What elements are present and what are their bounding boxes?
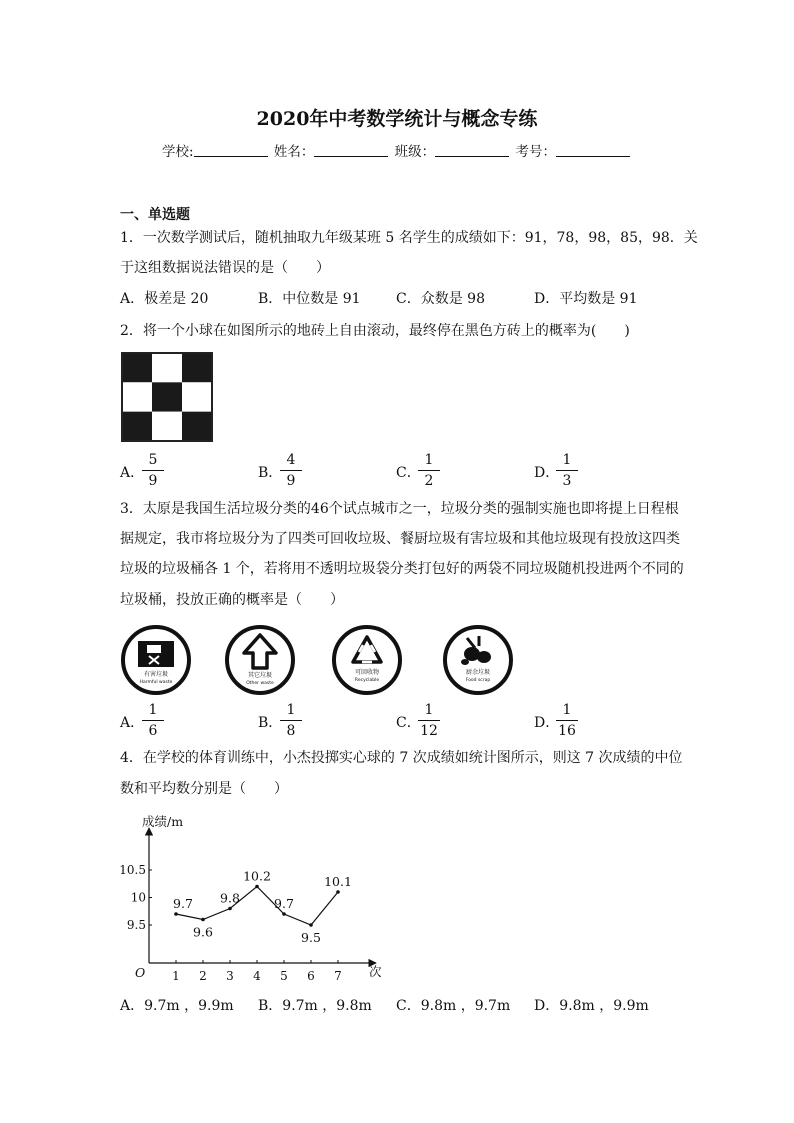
name-label: 姓名： xyxy=(273,144,315,160)
hazardous-cn-label: 有害垃圾 xyxy=(143,671,169,678)
q4-text-line2: 数和平均数分别是（ ） xyxy=(120,781,288,797)
denominator: 6 xyxy=(148,723,158,739)
q1-option-b[interactable]: B．中位数是 91 xyxy=(258,291,361,307)
y-tick-label: 10 xyxy=(130,890,146,905)
data-point xyxy=(174,912,178,916)
data-label: 9.6 xyxy=(193,924,213,940)
denominator: 16 xyxy=(558,723,576,739)
white-tile xyxy=(152,353,182,382)
q3-option-d-label[interactable]: D． xyxy=(534,715,560,731)
x-tick-label: 1 xyxy=(172,969,180,983)
line-chart xyxy=(118,808,398,988)
q3-text-line4: 垃圾桶，投放正确的概率是（ ） xyxy=(120,592,344,608)
q3-text-line3: 垃圾的垃圾桶各 1 个，若将用不透明垃圾袋分类打包好的两袋不同垃圾随机投进两个不同的 xyxy=(120,561,684,577)
white-tile xyxy=(152,412,182,441)
black-tile xyxy=(182,353,212,382)
numerator: 1 xyxy=(280,702,302,721)
q4-option-d[interactable]: D．9.8m ，9.9m xyxy=(534,998,649,1014)
data-point xyxy=(228,907,232,911)
q3-option-a-fraction[interactable] xyxy=(142,702,164,740)
q3-option-c-fraction[interactable] xyxy=(418,702,440,740)
q1-text-line1: 1．一次数学测试后，随机抽取九年级某班 5 名学生的成绩如下：91，78，98，85，98．关 xyxy=(120,230,698,246)
numerator: 1 xyxy=(142,702,164,721)
data-point xyxy=(309,923,313,927)
black-tile xyxy=(152,382,182,411)
denominator: 9 xyxy=(286,473,296,489)
q3-option-b-label[interactable]: B． xyxy=(258,715,283,731)
page-title: 2020年中考数学统计与概念专练 xyxy=(256,108,538,130)
q3-option-b-fraction[interactable] xyxy=(280,702,302,740)
exam-no-label: 考号： xyxy=(515,144,556,160)
q2-text-line1: 2．将一个小球在如图所示的地砖上自由滚动，最终停在黑色方砖上的概率为( ) xyxy=(120,323,630,339)
q2-option-a-label[interactable]: A． xyxy=(120,465,145,481)
q1-option-d[interactable]: D．平均数是 91 xyxy=(534,291,638,307)
numerator: 5 xyxy=(142,452,164,471)
chart-marks xyxy=(119,863,352,983)
class-field[interactable] xyxy=(435,143,509,157)
numerator: 1 xyxy=(556,452,578,471)
q3-option-a-label[interactable]: A． xyxy=(120,715,145,731)
black-tile xyxy=(182,412,212,441)
q1-option-a[interactable]: A．极差是 20 xyxy=(120,291,209,307)
school-field[interactable] xyxy=(194,143,268,157)
denominator: 8 xyxy=(286,723,296,739)
q1-option-c[interactable]: C．众数是 98 xyxy=(396,291,485,307)
black-tile xyxy=(122,353,152,382)
x-tick-label: 7 xyxy=(334,969,342,983)
recyclable-en-label: Recyclable xyxy=(354,678,380,683)
x-tick-label: 2 xyxy=(199,969,207,983)
recyclable-icon xyxy=(329,624,405,696)
data-label: 9.7 xyxy=(173,896,193,911)
data-label: 9.5 xyxy=(301,930,321,945)
x-tick-label: 4 xyxy=(253,969,261,983)
numerator: 4 xyxy=(280,452,302,471)
q4-option-a[interactable]: A．9.7m ，9.9m xyxy=(120,998,234,1014)
q2-option-c-label[interactable]: C． xyxy=(396,465,421,481)
recyclable-cn-label: 可回收物 xyxy=(354,669,380,676)
tile-grid xyxy=(122,353,212,441)
q3-options xyxy=(120,700,680,744)
data-label: 10.2 xyxy=(243,868,271,884)
food-en-label: Food scrap xyxy=(465,678,491,683)
x-axis-label: 次 xyxy=(369,964,382,979)
q4-option-c[interactable]: C．9.8m ，9.7m xyxy=(396,998,511,1014)
denominator: 12 xyxy=(420,723,438,739)
school-label: 学校: xyxy=(162,144,194,160)
numerator: 1 xyxy=(418,702,440,721)
white-tile xyxy=(182,382,212,411)
hazardous-waste-icon xyxy=(118,624,194,696)
tile-grid-figure xyxy=(121,352,213,442)
q3-option-c-label[interactable]: C． xyxy=(396,715,421,731)
q2-options xyxy=(120,450,680,494)
denominator: 2 xyxy=(424,473,434,489)
exam-no-field[interactable] xyxy=(556,143,630,157)
data-point xyxy=(255,885,259,889)
other-en-label: Other waste xyxy=(246,681,274,686)
data-label: 9.7 xyxy=(274,896,294,911)
food-cn-label: 厨余垃圾 xyxy=(465,669,491,676)
x-tick-label: 3 xyxy=(226,969,234,983)
data-point xyxy=(336,890,340,894)
food-waste-icon xyxy=(439,624,517,696)
black-tile xyxy=(122,412,152,441)
q3-option-d-fraction[interactable] xyxy=(556,702,578,740)
series-line xyxy=(176,887,338,926)
q2-option-b-fraction[interactable] xyxy=(280,452,302,490)
y-axis-label: 成绩/m xyxy=(142,814,184,829)
numerator: 1 xyxy=(556,702,578,721)
class-label: 班级： xyxy=(394,144,436,160)
name-field[interactable] xyxy=(314,143,388,157)
q3-text-line2: 据规定，我市将垃圾分为了四类可回收垃圾、餐厨垃圾有害垃圾和其他垃圾现有投放这四类 xyxy=(120,531,680,547)
student-info xyxy=(0,140,794,160)
q2-option-a-fraction[interactable] xyxy=(142,452,164,490)
hazardous-en-label: Harmful waste xyxy=(139,680,173,685)
q2-option-b-label[interactable]: B． xyxy=(258,465,283,481)
q4-text-line1: 4．在学校的体育训练中，小杰投掷实心球的 7 次成绩如统计图所示，则这 7 次成绩的中位 xyxy=(120,750,683,766)
x-tick-label: 6 xyxy=(307,969,315,983)
section-heading: 一、单选题 xyxy=(120,207,190,223)
other-waste-icon xyxy=(222,624,298,696)
data-label: 10.1 xyxy=(324,874,352,889)
data-point xyxy=(201,918,205,922)
y-tick-label: 10.5 xyxy=(119,863,146,877)
white-tile xyxy=(122,382,152,411)
q3-text-line1: 3．太原是我国生活垃圾分类的46个试点城市之一，垃圾分类的强制实施也即将提上日程根 xyxy=(120,501,679,517)
y-tick-label: 9.5 xyxy=(126,918,146,932)
origin-label: O xyxy=(135,965,146,980)
numerator: 1 xyxy=(418,452,440,471)
q2-option-c-fraction[interactable] xyxy=(418,452,440,490)
q2-option-d-fraction[interactable] xyxy=(556,452,578,490)
data-point xyxy=(282,912,286,916)
denominator: 3 xyxy=(562,473,572,489)
other-cn-label: 其它垃圾 xyxy=(247,672,273,679)
denominator: 9 xyxy=(148,473,158,489)
q4-option-b[interactable]: B．9.7m ，9.8m xyxy=(258,998,372,1014)
data-label: 9.8 xyxy=(220,890,240,906)
q1-text-line2: 于这组数据说法错误的是（ ） xyxy=(120,260,330,276)
q2-option-d-label[interactable]: D． xyxy=(534,465,560,481)
x-tick-label: 5 xyxy=(280,969,288,983)
